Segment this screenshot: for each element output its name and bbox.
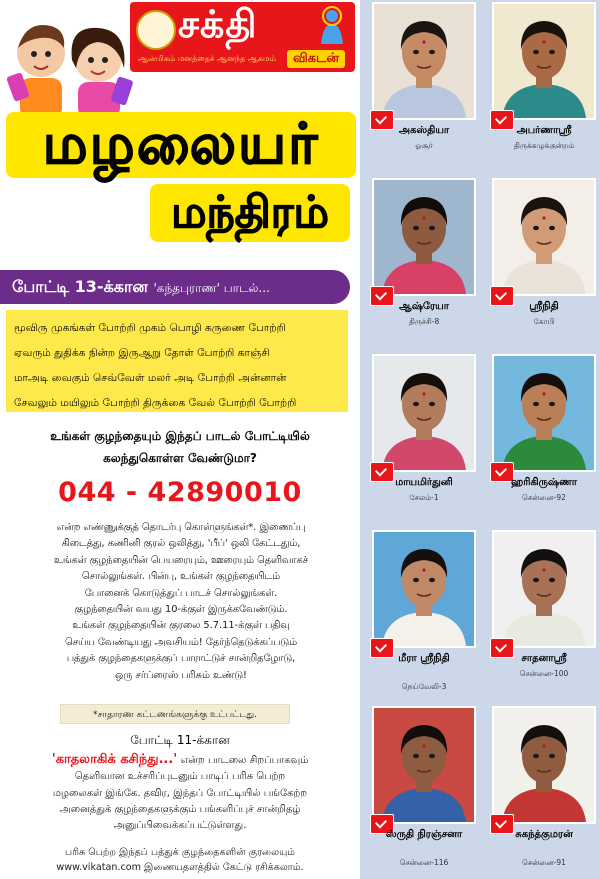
winner-photo [492, 354, 596, 472]
cartoon-kids-illustration [6, 8, 136, 120]
child-portrait-icon [494, 708, 594, 822]
winner-photo [372, 706, 476, 824]
child-portrait-icon [374, 180, 474, 294]
child-portrait-icon [374, 4, 474, 118]
winner-photo [372, 2, 476, 120]
verse-line: சேவலும் மயிலும் போற்றி திருக்கை வேல் போற்றி போற்றி [14, 397, 297, 409]
winner-card[interactable] [492, 530, 596, 700]
winner-photo [372, 530, 476, 648]
winner-card[interactable] [492, 706, 596, 876]
winner-photo [492, 178, 596, 296]
winner-name: அகஸ்தியா [398, 125, 450, 136]
instruction-line: போனைக் கொடுத்துப் பாடச் சொல்லுங்கள். [84, 587, 278, 599]
question-line: கலந்துகொள்ள வேண்டுமா? [103, 451, 257, 465]
winner-name: அபர்ணாஸ்ரீ [516, 125, 572, 136]
winner-card[interactable] [492, 178, 596, 348]
instruction-line: உங்கள் குழந்தையின் குரலை 5.7.11-க்குள் பதிவு [72, 620, 290, 632]
winner-place: திருக்கழுக்குன்றம் [513, 141, 575, 150]
instruction-line: கிடைத்து, கணினி குரல் ஒலித்து, 'பீப்' ஒலி கேட்டதும், [61, 538, 301, 550]
verse-box [6, 310, 348, 412]
winner-place: திருச்சி-8 [408, 317, 440, 326]
winner-place: ஓசூர் [415, 141, 433, 150]
winner-place: சென்னை-92 [522, 493, 566, 502]
verse-line: மாஅடி வைகும் செவ்வேள் மலர் அடி போற்றி அன்னான் [14, 372, 287, 384]
phone-number[interactable]: 044 - 42890010 [58, 477, 302, 508]
instruction-line: சொல்லுங்கள். பின்பு, உங்கள் குழந்தையிடம் [81, 571, 281, 583]
result-text [4, 752, 356, 834]
instruction-line: ஒரு சர்ப்ரைஸ் பரிசும் உண்டு! [115, 669, 247, 681]
instruction-line: செய்ய வேண்டியது அவசியம்! தேர்ந்தெடுக்கப்படும் [64, 636, 298, 648]
winner-card[interactable] [372, 178, 476, 348]
verse-line: ஏவரும் துதிக்க நின்ற இருஆறு தோள் போற்றி காஞ்சி [14, 347, 270, 359]
winner-photo [492, 530, 596, 648]
logo-subtitle: விகடன் [287, 50, 345, 68]
participation-question [0, 425, 360, 469]
contest-heading [0, 270, 350, 304]
instruction-line: குழந்தையின் வயது 10-க்குள் இருக்கவேண்டும். [74, 604, 288, 616]
winner-card[interactable] [372, 706, 476, 876]
instruction-line: பத்துக் குழந்தைகளுக்குப் பாராட்டுச் சான்றிதழோடு, [66, 653, 296, 665]
verse-line: மூவிரு முகங்கள் போற்றி முகம் பொழி கருணை போற்றி [14, 322, 286, 334]
winner-place: கோபி [533, 317, 555, 326]
winner-name: சுகந்த்குமரன் [515, 829, 573, 840]
winner-name: சாதனாஸ்ரீ [521, 653, 567, 664]
result-line: அனுப்பிவைக்கப்பட்டுள்ளது. [113, 820, 247, 832]
instruction-line: உங்கள் குழந்தையின் பெயரையும், ஊரையும் தெளிவாகச் [53, 554, 309, 566]
child-portrait-icon [374, 532, 474, 646]
footer-line[interactable]: www.vikatan.com இணையதளத்தில் கேட்டு ரசிக்கலாம். [56, 862, 304, 873]
instruction-line: என்ற எண்ணுக்குத் தொடர்பு கொள்ளுங்கள்*. இணைப்பு [56, 522, 306, 533]
winner-place: சென்னை-116 [399, 858, 449, 867]
winner-place: சென்னை-100 [519, 669, 569, 678]
result-line-first-text: என்ற பாடலை சிறப்பாகவும் [180, 755, 309, 766]
winners-panel [360, 0, 600, 879]
contest-heading-small: 'கந்தபுராண' பாடல்... [153, 281, 270, 295]
child-portrait-icon [374, 356, 474, 470]
result-line: தெளிவான உச்சரிப்புடனும் பாடிப் பரிசு பெற்ற [74, 771, 286, 783]
question-line: உங்கள் குழந்தையும் இந்தப் பாடல் போட்டியில் [50, 429, 310, 443]
winner-card[interactable] [372, 354, 476, 524]
page-title: மழலையர் [6, 112, 356, 178]
result-line: அனைத்துக் குழந்தைகளுக்கும் பங்களிப்புச் சான்றிதழ் [59, 803, 301, 815]
instructions [6, 520, 356, 684]
winner-name: மீரா ஸ்ரீநிதி [398, 653, 450, 664]
footer-line: பரிசு பெற்ற இந்தப் பத்துக் குழந்தைகளின் குரலையும் [64, 847, 296, 858]
logo-tagline: ஆன்மிகம் மனத்தைச் ஆனந்த ஆகமம் [138, 54, 276, 63]
winner-photo [492, 706, 596, 824]
child-portrait-icon [494, 4, 594, 118]
page-title-secondary: மந்திரம் [150, 184, 350, 242]
winner-card[interactable] [492, 354, 596, 524]
winner-name: ஸ்ரீநிதி [529, 301, 559, 312]
winner-name: ஹரிகிருஷ்ணா [510, 477, 578, 488]
winner-place: சேலம்-1 [409, 493, 439, 502]
winner-card[interactable] [492, 2, 596, 172]
winner-photo [372, 354, 476, 472]
child-portrait-icon [494, 532, 594, 646]
winner-card[interactable] [372, 530, 476, 700]
deity-icon [317, 6, 347, 46]
child-portrait-icon [494, 180, 594, 294]
shakthi-vikatan-logo[interactable] [130, 2, 355, 72]
result-line: மழலைகள் இங்கே. தவிர, இந்தப் போட்டியில் பங்கேற்ற [52, 787, 308, 799]
child-portrait-icon [374, 708, 474, 822]
winner-photo [372, 178, 476, 296]
result-line-first [4, 752, 356, 769]
terms-note: *சாதாரண கட்டணங்களுக்கு உட்பட்டது. [60, 704, 290, 724]
winner-name: ஸ்ருதி நிரஞ்சனா [385, 829, 463, 840]
winner-place: நெய்வேலி-3 [401, 682, 447, 691]
winner-place: சென்னை-91 [522, 858, 566, 867]
song-title: 'காதலாகிக் கசிந்து...' [51, 752, 178, 767]
footer-note [10, 845, 350, 875]
contest-heading-main: போட்டி 13-க்கான [12, 277, 148, 296]
winner-card[interactable] [372, 2, 476, 172]
logo-emblem-icon [136, 10, 176, 50]
logo-title: சக்தி [178, 2, 258, 46]
winner-photo [492, 2, 596, 120]
winner-name: மாயமிர்துனி [395, 477, 453, 488]
child-portrait-icon [494, 356, 594, 470]
result-title: போட்டி 11-க்கான [130, 733, 230, 747]
winner-name: ஆஷ்ரேயா [399, 301, 449, 312]
